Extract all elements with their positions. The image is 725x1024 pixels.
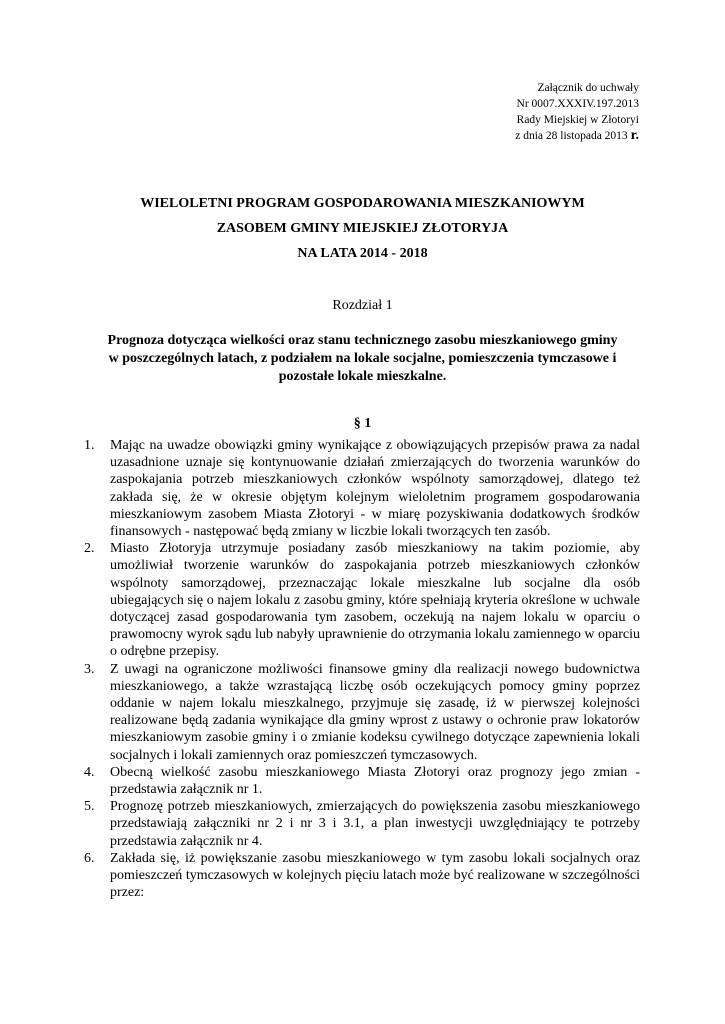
annex-date-suffix: r. bbox=[630, 128, 639, 143]
list-item-number: 4. bbox=[84, 764, 95, 780]
list-item-text: Prognozę potrzeb mieszkaniowych, zmierzających do powiększenia zasobu mieszkaniowego przedstawiają załączniki nr 2 i nr 3 i 3.1, a plan inwestycji uwzględniający te potrzeby przedstawia załącznik nr 4. bbox=[110, 799, 640, 849]
paragraph-sign: § 1 bbox=[353, 416, 372, 431]
numbered-list bbox=[84, 437, 640, 901]
list-item-text: Miasto Złotoryja utrzymuje posiadany zasób mieszkaniowy na takim poziomie, aby umożliwiał tworzenie warunków do zaspokajania potrzeb mieszkaniowych członków wspólnoty samorządowej, przeznaczając lokale mieszkalne lub socjalne dla osób ubiegających się o najem lokalu z zasobu gminy, które spełniają kryteria określone w uchwale dotyczącej zasad gospodarowania tym zasobem, oczekują na najem lokalu w oparciu o prawomocny wyrok sądu lub nabyły uprawnienie do otrzymania lokalu zamiennego w oparciu o odrębne przepisy. bbox=[110, 541, 640, 660]
subtitle-line-2: w poszczególnych latach, z podziałem na lokale socjalne, pomieszczenia tymczasowe i bbox=[108, 351, 617, 366]
list-item bbox=[84, 850, 640, 902]
subtitle-line-1: Prognoza dotycząca wielkości oraz stanu technicznego zasobu mieszkaniowego gminy bbox=[107, 333, 618, 348]
title-line-2: ZASOBEM GMINY MIEJSKIEJ ZŁOTORYJA bbox=[216, 221, 509, 236]
list-item-text: Mając na uwadze obowiązki gminy wynikające z obowiązujących przepisów prawa za nadal uzasadnione uznaje się kontynuowanie działań zmierzających do tworzenia warunków do zaspokajania potrzeb mieszkaniowych członków wspólnoty samorządowej, dlatego też zakłada się, że w okresie objętym kolejnym wieloletnim programem gospodarowania mieszkaniowym zasobem Miasta Złotoryi - w miarę pozyskiwania dodatkowych środków finansowych - następować będą zmiany w liczbie lokali tworzących ten zasób. bbox=[110, 438, 640, 540]
chapter-heading: Rozdział 1 bbox=[332, 298, 393, 313]
chapter-subtitle bbox=[60, 332, 665, 386]
list-item bbox=[84, 661, 640, 764]
annex-date: z dnia 28 listopada 2013 bbox=[515, 130, 628, 142]
title-line-1: WIELOLETNI PROGRAM GOSPODAROWANIA MIESZKANIOWYM bbox=[140, 196, 585, 211]
list-item-text: Zakłada się, iż powiększanie zasobu mieszkaniowego w tym zasobu lokali socjalnych oraz pomieszczeń tymczasowych w kolejnych pięciu latach może być realizowane w szczególności przez: bbox=[110, 850, 640, 901]
annex-line-2: Nr 0007.XXXIV.197.2013 bbox=[516, 98, 639, 110]
annex-header bbox=[515, 80, 639, 144]
list-item-number: 6. bbox=[84, 850, 95, 866]
list-item-number: 5. bbox=[84, 799, 95, 815]
annex-line-1: Załącznik do uchwały bbox=[537, 82, 639, 94]
subtitle-line-3: pozostałe lokale mieszkalne. bbox=[278, 369, 447, 384]
list-item bbox=[84, 540, 640, 660]
annex-line-4 bbox=[515, 128, 639, 144]
annex-line-3: Rady Miejskiej w Złotoryi bbox=[516, 114, 639, 126]
list-item bbox=[84, 437, 640, 540]
document-title bbox=[60, 191, 665, 266]
list-item bbox=[84, 798, 640, 850]
list-item-number: 2. bbox=[84, 541, 95, 557]
list-item bbox=[84, 764, 640, 798]
list-item-number: 1. bbox=[84, 438, 95, 453]
list-item-number: 3. bbox=[84, 661, 95, 677]
title-line-3: NA LATA 2014 - 2018 bbox=[297, 246, 428, 261]
list-item-text: Obecną wielkość zasobu mieszkaniowego Miasta Złotoryi oraz prognozy jego zmian - przedstawia załącznik nr 1. bbox=[110, 764, 640, 798]
list-item-text: Z uwagi na ograniczone możliwości finansowe gminy dla realizacji nowego budownictwa mieszkaniowego, a także wzrastającą liczbę osób oczekujących pomocy gminy poprzez oddanie w najem lokalu mieszkalnego, przyjmuje się zasadę, iż w pierwszej kolejności realizowane będą zadania wynikające dla gminy wprost z ustawy o ochronie praw lokatorów mieszkaniowym zasobie gminy i o zmianie kodeksu cywilnego dotyczące zapewnienia lokali socjalnych i lokali zamiennych oraz pomieszczeń tymczasowych. bbox=[110, 661, 640, 763]
